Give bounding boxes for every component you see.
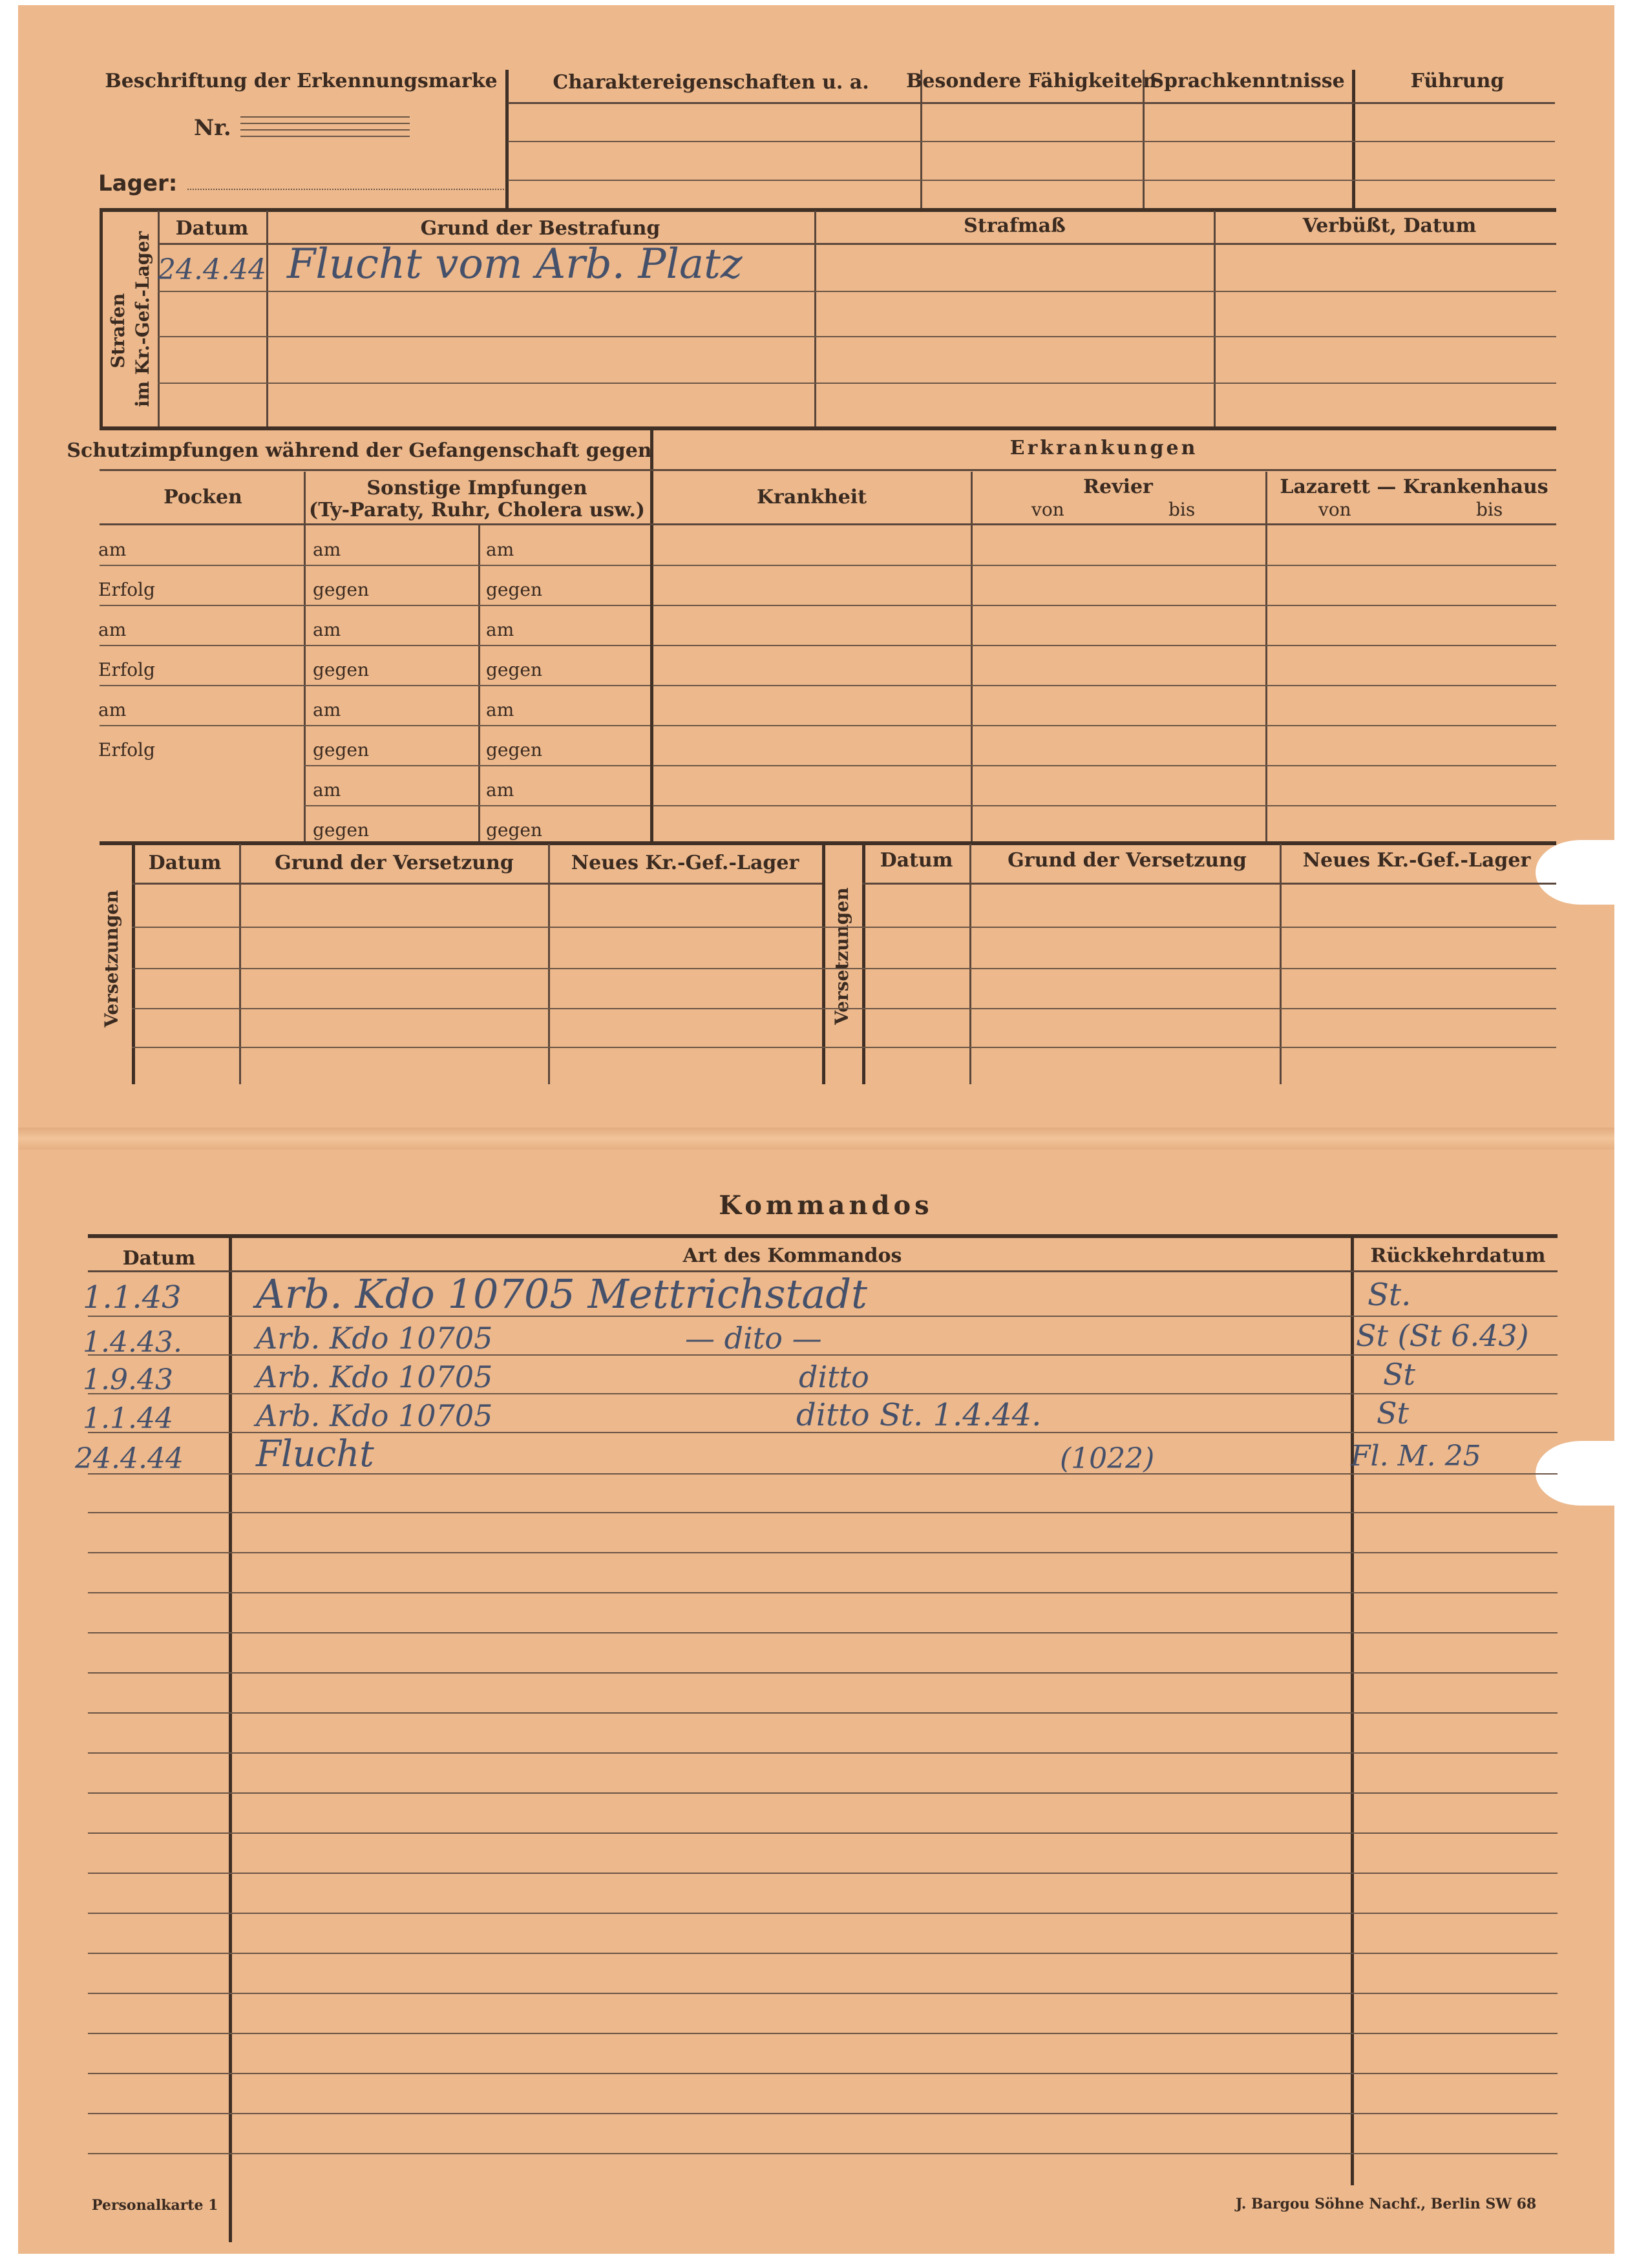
vers-side-label-2: Versetzungen xyxy=(831,887,852,1025)
lager-label: Lager: xyxy=(98,171,178,196)
vers-rule-2 xyxy=(132,968,1556,969)
vers-header-rule-2 xyxy=(862,883,1556,885)
vers-col-lager-1: Neues Kr.-Gef.-Lager xyxy=(571,852,799,874)
kommando-row-1-date: 1.1.43 xyxy=(83,1279,182,1316)
sprach-header: Sprachkenntnisse xyxy=(1150,70,1345,92)
erkr-rule-3 xyxy=(653,645,1556,646)
kommando-row-3-date: 1.9.43 xyxy=(83,1363,173,1396)
kommandos-rule-16 xyxy=(88,1913,1558,1914)
pocken-erfolg-3: Erfolg xyxy=(98,739,155,761)
fuehrung-header: Führung xyxy=(1410,70,1505,92)
sonst-gegen-1b: gegen xyxy=(486,579,543,600)
kommandos-rule-19 xyxy=(88,2033,1558,2034)
vers-col-grund-1: Grund der Versetzung xyxy=(275,852,514,874)
sonst-gegen-4a: gegen xyxy=(313,819,370,841)
impf-sonstige-header-2: (Ty-Paraty, Ruhr, Cholera usw.) xyxy=(309,499,645,521)
top-header-rule xyxy=(508,102,1555,104)
kommandos-rule-17 xyxy=(88,1953,1558,1954)
card-fold xyxy=(18,1128,1614,1150)
vers-side-label-1: Versetzungen xyxy=(101,890,122,1027)
erkr-revier-header: Revier xyxy=(1083,476,1153,498)
kommandos-rule-14 xyxy=(88,1832,1558,1834)
erkr-lazarett-header: Lazarett — Krankenhaus xyxy=(1280,476,1548,498)
sonst-am-2b: am xyxy=(486,619,514,640)
pocken-am-3: am xyxy=(98,699,127,720)
strafen-col-datum: Datum xyxy=(175,217,249,240)
sonst-gegen-1a: gegen xyxy=(313,579,370,600)
strafen-side-label-1: Strafen xyxy=(107,293,129,368)
pocken-erfolg-2: Erfolg xyxy=(98,659,155,680)
kommando-row-4-extra: ditto St. 1.4.44. xyxy=(796,1397,1042,1433)
sonst-am-1a: am xyxy=(313,539,341,560)
kommandos-rule-8 xyxy=(88,1592,1558,1593)
kommandos-rule-18 xyxy=(88,1993,1558,1994)
kommando-row-3-extra: ditto xyxy=(799,1360,869,1394)
kommandos-col-rueckkehr: Rückkehrdatum xyxy=(1370,1244,1546,1267)
nr-line-2 xyxy=(240,123,410,124)
kommando-row-5-rueckkehr: Fl. M. 25 xyxy=(1351,1440,1481,1473)
strafen-row-rule-3 xyxy=(158,383,1556,384)
erkr-revier-bis: bis xyxy=(1168,499,1196,520)
vers-col-grund-2: Grund der Versetzung xyxy=(1008,849,1247,872)
erkr-lazarett-bis: bis xyxy=(1476,499,1503,520)
erkr-revier-von: von xyxy=(1031,499,1064,520)
impfungen-title: Schutzimpfungen während der Gefangenschaft gegen xyxy=(67,439,652,462)
top-divider xyxy=(505,70,509,208)
impf-title-rule xyxy=(100,469,1556,471)
sonst-gegen-4b: gegen xyxy=(486,819,543,841)
kommando-row-5-extra: (1022) xyxy=(1060,1442,1155,1475)
sonst-am-2a: am xyxy=(313,619,341,640)
strafen-col-grund: Grund der Bestrafung xyxy=(420,217,660,240)
impf-rule-7 xyxy=(304,805,650,806)
impf-divider-pocken xyxy=(304,472,306,843)
sonst-am-3b: am xyxy=(486,699,514,720)
footer-right: J. Bargou Söhne Nachf., Berlin SW 68 xyxy=(1236,2196,1537,2212)
faehigkeiten-header: Besondere Fähigkeiten xyxy=(906,70,1157,92)
strafen-row-rule-2 xyxy=(158,336,1556,337)
kommandos-rule-12 xyxy=(88,1752,1558,1754)
vers-header-rule-1 xyxy=(132,883,822,885)
impf-rule-2 xyxy=(100,605,650,606)
kommando-row-2-extra: — dito — xyxy=(685,1321,822,1356)
top-row-rule-2 xyxy=(508,180,1555,181)
impf-rule-4 xyxy=(100,685,650,686)
erkr-rule-1 xyxy=(653,565,1556,566)
sonst-am-1b: am xyxy=(486,539,514,560)
kommando-row-5-date: 24.4.44 xyxy=(75,1442,184,1475)
kommandos-rule-10 xyxy=(88,1672,1558,1674)
erkr-rule-5 xyxy=(653,725,1556,726)
vers-divider-grund-1 xyxy=(548,844,550,1084)
erkrankungen-title: Erkrankungen xyxy=(1009,437,1198,459)
impf-rule-5 xyxy=(100,725,650,726)
kommando-row-1-rueckkehr: St. xyxy=(1368,1277,1411,1313)
section-rule-strafen xyxy=(100,426,1556,430)
strafen-entry-reason: Flucht vom Arb. Platz xyxy=(287,240,743,288)
kommandos-rule-13 xyxy=(88,1792,1558,1794)
kommandos-rule-6 xyxy=(88,1512,1558,1513)
sonst-am-4a: am xyxy=(313,779,341,801)
nr-line-3 xyxy=(240,129,410,131)
strafen-row-rule-1 xyxy=(158,291,1556,292)
kommando-row-2-date: 1.4.43. xyxy=(83,1326,182,1359)
sonst-gegen-3b: gegen xyxy=(486,739,543,761)
kommando-row-5-art: Flucht xyxy=(256,1433,374,1475)
vers-rule-4 xyxy=(132,1047,1556,1048)
impf-sonstige-header-1: Sonstige Impfungen xyxy=(366,477,587,499)
vers-divider-datum-2 xyxy=(969,844,971,1084)
pocken-erfolg-1: Erfolg xyxy=(98,579,155,600)
vers-left-border-2 xyxy=(862,844,865,1084)
kommandos-title: Kommandos xyxy=(719,1190,933,1221)
kommandos-rule-20 xyxy=(88,2073,1558,2074)
footer-left: Personalkarte 1 xyxy=(92,2197,218,2214)
kommando-row-4-art: Arb. Kdo 10705 xyxy=(256,1398,493,1433)
impf-header-rule xyxy=(100,523,1556,525)
top-divider-4 xyxy=(1352,70,1355,208)
vers-divider-grund-2 xyxy=(1280,844,1282,1084)
strafen-side-label-2: im Kr.-Gef.-Lager xyxy=(132,231,153,407)
strafen-col-strafmass: Strafmaß xyxy=(964,215,1066,237)
charakter-header: Charaktereigenschaften u. a. xyxy=(553,71,869,94)
strafen-col-verbuesst: Verbüßt, Datum xyxy=(1302,215,1477,237)
kommandos-divider-datum xyxy=(229,1235,232,2242)
erkr-rule-2 xyxy=(653,605,1556,606)
kommando-row-2-art: Arb. Kdo 10705 xyxy=(256,1321,493,1356)
nr-label: Nr. xyxy=(194,115,231,141)
strafen-entry-date: 24.4.44 xyxy=(158,253,266,286)
section-rule-top xyxy=(100,208,1556,212)
top-row-rule-1 xyxy=(508,141,1555,142)
impf-rule-3 xyxy=(100,645,650,646)
kommandos-rule-21 xyxy=(88,2113,1558,2114)
erkr-rule-7 xyxy=(653,805,1556,806)
vers-col-datum-2: Datum xyxy=(880,849,953,872)
impf-erkr-divider xyxy=(650,429,653,843)
sonst-gegen-2b: gegen xyxy=(486,659,543,680)
erkr-krankheit-header: Krankheit xyxy=(756,486,867,509)
nr-line-1 xyxy=(240,116,410,118)
kommandos-rule-7 xyxy=(88,1552,1558,1553)
section-rule-impf xyxy=(100,841,1556,845)
vers-block-divider xyxy=(822,844,825,1084)
erkr-divider-revier xyxy=(1265,472,1267,843)
vers-left-border-1 xyxy=(132,844,135,1084)
kommandos-divider-art xyxy=(1351,1235,1354,2185)
vers-divider-datum-1 xyxy=(239,844,241,1084)
kommando-row-3-art: Arb. Kdo 10705 xyxy=(256,1360,493,1394)
strafen-left-border xyxy=(100,208,103,428)
vers-rule-1 xyxy=(132,927,1556,928)
kommandos-rule-22 xyxy=(88,2153,1558,2154)
kommandos-top-rule xyxy=(88,1234,1558,1238)
erkennungsmarke-heading: Beschriftung der Erkennungsmarke xyxy=(105,70,498,92)
sonst-gegen-2a: gegen xyxy=(313,659,370,680)
pocken-am-1: am xyxy=(98,539,127,560)
kommandos-col-art: Art des Kommandos xyxy=(682,1244,902,1267)
kommandos-rule-11 xyxy=(88,1712,1558,1714)
erkr-lazarett-von: von xyxy=(1318,499,1351,520)
erkr-rule-6 xyxy=(653,765,1556,766)
nr-line-4 xyxy=(240,136,410,137)
kommando-row-3-rueckkehr: St xyxy=(1383,1357,1415,1392)
vers-rule-3 xyxy=(132,1008,1556,1009)
kommando-row-4-date: 1.1.44 xyxy=(83,1402,173,1435)
impf-pocken-header: Pocken xyxy=(164,486,242,509)
erkr-rule-4 xyxy=(653,685,1556,686)
impf-divider-sonstige xyxy=(478,525,480,843)
sonst-am-4b: am xyxy=(486,779,514,801)
vers-col-datum-1: Datum xyxy=(148,852,222,874)
impf-rule-1 xyxy=(100,565,650,566)
kommandos-col-datum: Datum xyxy=(122,1247,196,1270)
kommando-row-1-art: Arb. Kdo 10705 Mettrichstadt xyxy=(256,1270,867,1318)
punch-hole-upper xyxy=(1536,840,1626,905)
sonst-am-3a: am xyxy=(313,699,341,720)
lager-line xyxy=(187,189,504,190)
vers-col-lager-2: Neues Kr.-Gef.-Lager xyxy=(1302,849,1531,872)
erkr-divider-krankheit xyxy=(971,472,973,843)
kommandos-rule-15 xyxy=(88,1873,1558,1874)
impf-rule-6 xyxy=(304,765,650,766)
kommando-row-4-rueckkehr: St xyxy=(1377,1396,1409,1431)
kommando-row-2-rueckkehr: St (St 6.43) xyxy=(1356,1318,1529,1353)
pocken-am-2: am xyxy=(98,619,127,640)
kommandos-rule-9 xyxy=(88,1632,1558,1633)
sonst-gegen-3a: gegen xyxy=(313,739,370,761)
